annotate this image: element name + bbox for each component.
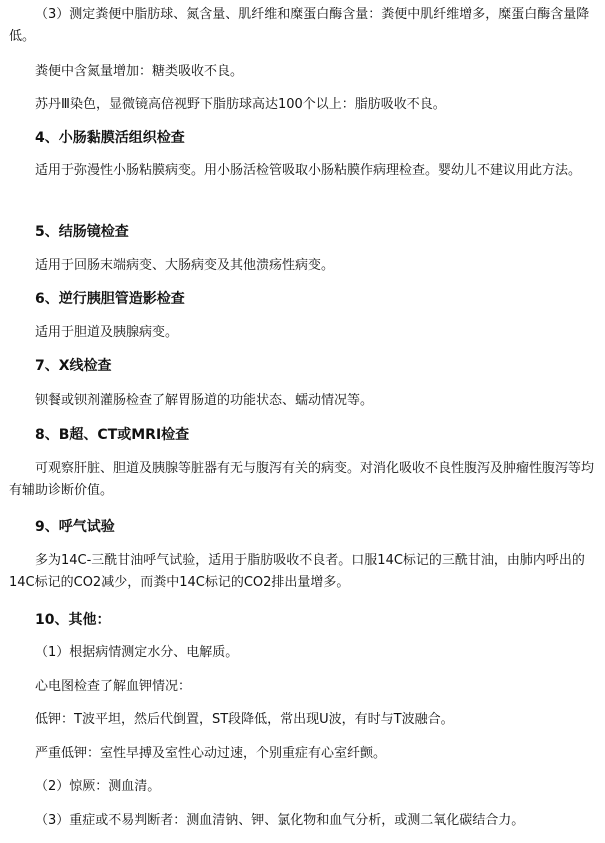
- paragraph-ecg: 心电图检查了解血钾情况：: [35, 679, 192, 694]
- paragraph-nitrogen: 粪便中含氮量增加：糖类吸收不良。: [35, 64, 244, 79]
- paragraph-10-2: （2）惊厥：测血清。: [35, 779, 161, 794]
- heading-4: 4、小肠黏膜活组织检查: [35, 130, 185, 146]
- heading-8: 8、B超、CT或MRI检查: [35, 427, 190, 443]
- paragraph-low-potassium: 低钾：T波平坦，然后代倒置，ST段降低，常出现U波，有时与T波融合。: [35, 712, 454, 727]
- heading-9: 9、呼气试验: [35, 519, 115, 535]
- paragraph-stool-tests: （3）测定粪便中脂肪球、氮含量、肌纤维和糜蛋白酶含量：粪便中肌纤维增多，糜蛋白酶含量降低。: [9, 7, 590, 44]
- paragraph-9: 多为14C-三酰甘油呼气试验，适用于脂肪吸收不良者。口服14C标记的三酰甘油，由肺内呼出的14C标记的CO2减少，而粪中14C标记的CO2排出量增多。: [9, 553, 585, 590]
- heading-5: 5、结肠镜检查: [35, 224, 129, 240]
- paragraph-6: 适用于胆道及胰腺病变。: [35, 325, 179, 340]
- paragraph-10-3: （3）重症或不易判断者：测血清钠、钾、氯化物和血气分析，或测二氧化碳结合力。: [35, 813, 525, 828]
- paragraph-5: 适用于回肠末端病变、大肠病变及其他溃疡性病变。: [35, 258, 335, 273]
- paragraph-sudan-stain: 苏丹Ⅲ染色，显微镜高倍视野下脂肪球高达100个以上：脂肪吸收不良。: [35, 97, 446, 112]
- paragraph-4: 适用于弥漫性小肠粘膜病变。用小肠活检管吸取小肠粘膜作病理检查。婴幼儿不建议用此方法。: [35, 163, 582, 178]
- heading-7: 7、X线检查: [35, 358, 112, 374]
- paragraph-7: 钡餐或钡剂灌肠检查了解胃肠道的功能状态、蠕动情况等。: [35, 393, 374, 408]
- paragraph-8: 可观察肝脏、胆道及胰腺等脏器有无与腹泻有关的病变。对消化吸收不良性腹泻及肿瘤性腹泻等均有辅助诊断价值。: [9, 461, 595, 498]
- paragraph-10-1: （1）根据病情测定水分、电解质。: [35, 645, 239, 660]
- paragraph-severe-low-potassium: 严重低钾：室性早搏及室性心动过速，个别重症有心室纤颤。: [35, 746, 387, 761]
- heading-10: 10、其他：: [35, 612, 111, 628]
- heading-6: 6、逆行胰胆管造影检查: [35, 291, 185, 307]
